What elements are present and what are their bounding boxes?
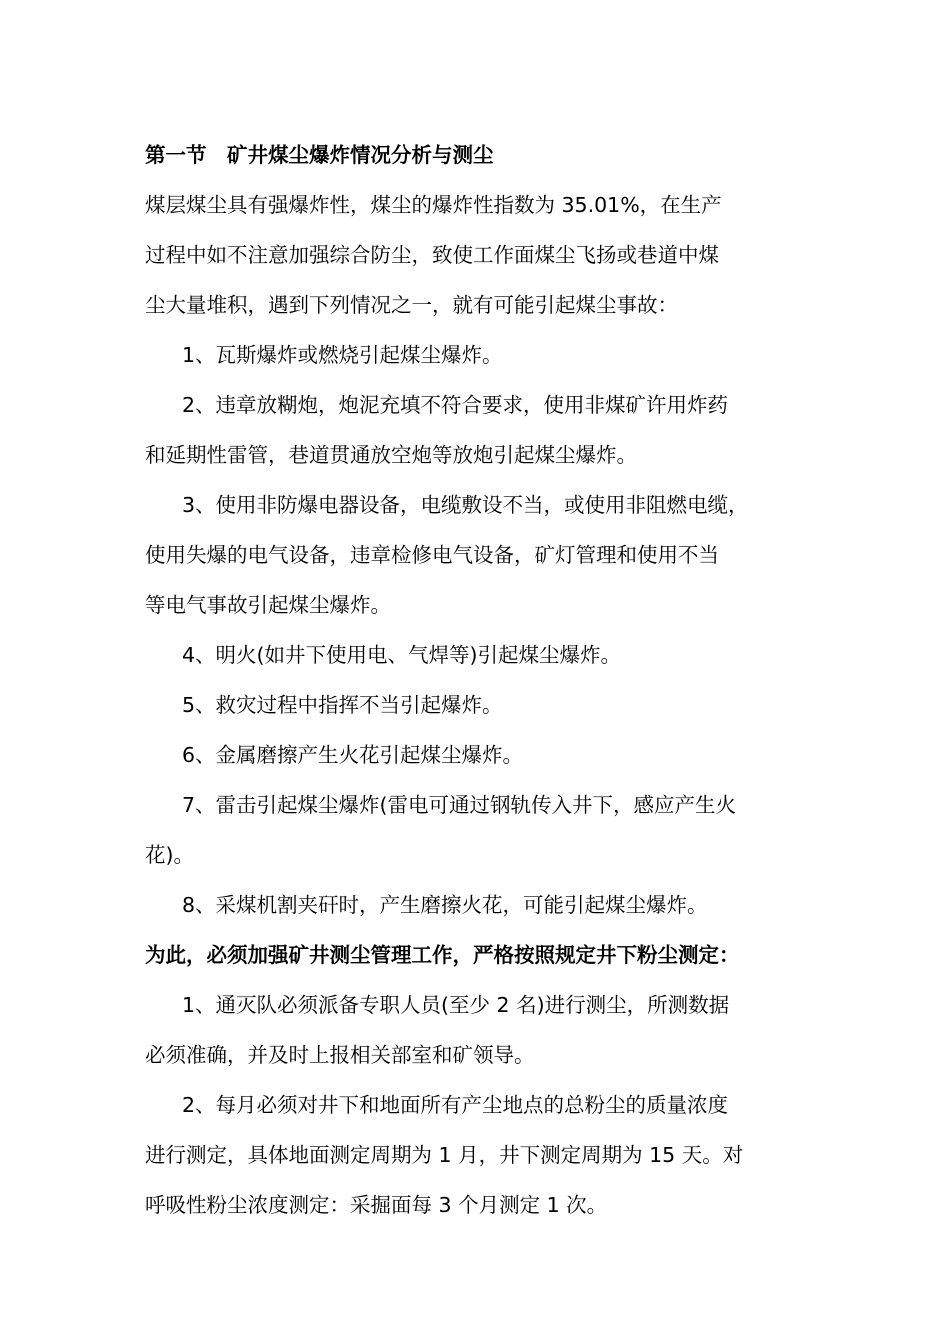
- cause-line: 8、采煤机割夹矸时，产生磨擦火花，可能引起煤尘爆炸。: [182, 893, 708, 917]
- section-title: 第一节 矿井煤尘爆炸情况分析与测尘: [145, 143, 494, 167]
- cause-item-1: [145, 330, 825, 380]
- requirement-line: 进行测定，具体地面测定周期为 1 月，井下测定周期为 15 天。对: [145, 1143, 744, 1167]
- requirement-line: 呼吸性粉尘浓度测定：采掘面每 3 个月测定 1 次。: [145, 1193, 608, 1217]
- requirements-heading: 为此，必须加强矿井测尘管理工作，严格按照规定井下粉尘测定：: [145, 943, 740, 967]
- intro-line: 尘大量堆积，遇到下列情况之一，就有可能引起煤尘事故：: [145, 293, 678, 317]
- intro-line: 过程中如不注意加强综合防尘，致使工作面煤尘飞扬或巷道中煤: [145, 243, 719, 267]
- requirement-line: 1、通灭队必须派备专职人员(至少 2 名)进行测尘，所测数据: [182, 993, 730, 1017]
- cause-line: 4、明火(如井下使用电、气焊等)引起煤尘爆炸。: [182, 643, 622, 667]
- cause-line: 花)。: [145, 843, 194, 867]
- cause-item-6: [145, 730, 825, 780]
- cause-item-8: [145, 880, 825, 930]
- document-page: [145, 130, 825, 1230]
- requirement-item-2: [145, 1080, 825, 1230]
- cause-item-4: [145, 630, 825, 680]
- cause-item-5: [145, 680, 825, 730]
- cause-line: 3、使用非防爆电器设备，电缆敷设不当，或使用非阻燃电缆，: [182, 493, 749, 517]
- requirement-line: 2、每月必须对井下和地面所有产尘地点的总粉尘的质量浓度: [182, 1093, 729, 1117]
- cause-line: 和延期性雷管，巷道贯通放空炮等放炮引起煤尘爆炸。: [145, 443, 637, 467]
- cause-item-2: [145, 380, 825, 480]
- cause-line: 等电气事故引起煤尘爆炸。: [145, 593, 391, 617]
- intro-paragraph: [145, 180, 825, 330]
- cause-line: 7、雷击引起煤尘爆炸(雷电可通过钢轨传入井下，感应产生火: [182, 793, 737, 817]
- cause-line: 5、救灾过程中指挥不当引起爆炸。: [182, 693, 503, 717]
- cause-line: 1、瓦斯爆炸或燃烧引起煤尘爆炸。: [182, 343, 503, 367]
- cause-line: 使用失爆的电气设备，违章检修电气设备，矿灯管理和使用不当: [145, 543, 719, 567]
- cause-line: 6、金属磨擦产生火花引起煤尘爆炸。: [182, 743, 524, 767]
- requirement-item-1: [145, 980, 825, 1080]
- cause-item-7: [145, 780, 825, 880]
- cause-line: 2、违章放糊炮，炮泥充填不符合要求，使用非煤矿许用炸药: [182, 393, 729, 417]
- cause-item-3: [145, 480, 825, 630]
- requirement-line: 必须准确，并及时上报相关部室和矿领导。: [145, 1043, 535, 1067]
- intro-line: 煤层煤尘具有强爆炸性，煤尘的爆炸性指数为 35.01%，在生产: [145, 193, 722, 217]
